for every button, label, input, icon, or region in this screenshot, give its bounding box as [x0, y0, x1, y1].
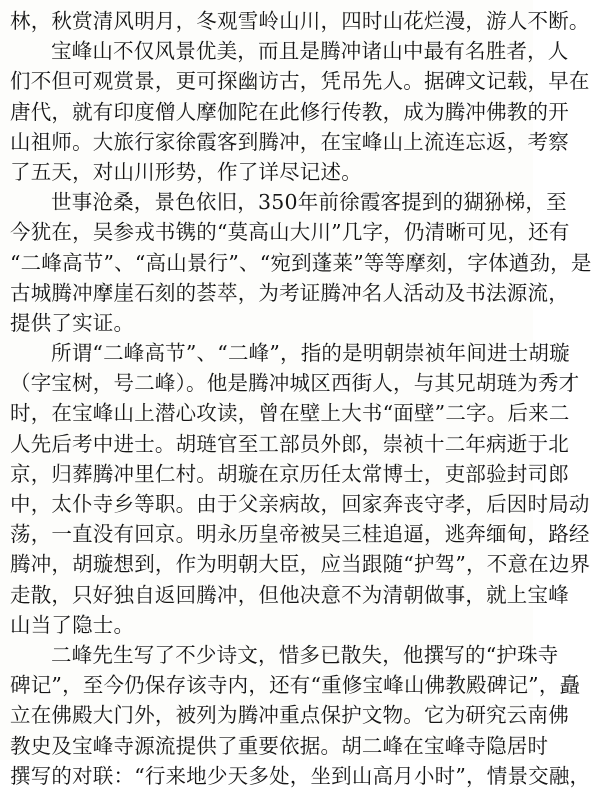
- text-line: 今犹在，吴参戎书镌的“莫高山大川”几字，仍清晰可见，还有: [10, 220, 570, 245]
- text-line: 林，秋赏清风明月，冬观雪岭山川，四时山花烂漫，游人不断。: [10, 9, 590, 33]
- text-line: 碑记”，至今仍保存该寺内，还有“重修宝峰山佛教殿碑记”，矗: [10, 673, 581, 698]
- text-line: 所谓“二峰高节”、“二峰”，指的是明朝崇祯年间进士胡璇: [51, 341, 570, 366]
- text-line: 时，在宝峰山上潜心攻读，曾在壁上大书“面壁”二字。后来二: [10, 401, 570, 426]
- text-line: 人先后考中进士。胡琏官至工部员外郎，崇祯十二年病逝于北: [10, 431, 569, 456]
- text-line: 提供了实证。: [10, 310, 135, 335]
- text-line: 古城腾冲摩崖石刻的荟萃，为考证腾冲名人活动及书法源流，: [10, 280, 569, 305]
- text-line: “二峰高节”、“高山景行”、“宛到蓬莱”等等摩刻，字体遒劲，是: [10, 250, 592, 275]
- text-line: 们不但可观赏景，更可探幽访古，凭吊先人。据碑文记载，早在: [10, 69, 590, 94]
- text-line: 立在佛殿大门外，被列为腾冲重点保护文物。它为研究云南佛: [10, 703, 569, 728]
- text-line: 山当了隐士。: [10, 612, 135, 637]
- text-line: 宝峰山不仅风景优美，而且是腾冲诸山中最有名胜者，人: [51, 39, 569, 64]
- text-line: 走散，只好独自返回腾冲，但他决意不为清朝做事，就上宝峰: [10, 582, 569, 607]
- text-line: 荡，一直没有回京。明永历皇帝被吴三桂追逼，逃奔缅甸，路经: [10, 522, 590, 547]
- text-line: 腾冲，胡璇想到，作为明朝大臣，应当跟随“护驾”，不意在边界: [10, 552, 591, 577]
- text-line: 教史及宝峰寺源流提供了重要依据。胡二峰在宝峰寺隐居时: [10, 733, 549, 758]
- text-line: 撰写的对联：“行来地少天多处，坐到山高月小时”，情景交融，: [10, 763, 591, 788]
- text-line: 京，归葬腾冲里仁村。胡璇在京历任太常博士，吏部验封司郎: [10, 461, 569, 486]
- text-line: 二峰先生写了不少诗文，惜多已散失，他撰写的“护珠寺: [51, 642, 559, 667]
- text-line: 中，太仆寺乡等职。由于父亲病故，回家奔丧守孝，后因时局动: [10, 492, 590, 516]
- text-line: 世事沧桑，景色依旧，350年前徐霞客提到的猢狲梯，至: [51, 190, 567, 215]
- text-line: 唐代，就有印度僧人摩伽陀在此修行传教，成为腾冲佛教的开: [10, 99, 569, 124]
- text-line: 了五天，对山川形势，作了详尽记述。: [10, 159, 362, 184]
- text-line: 山祖师。大旅行家徐霞客到腾冲，在宝峰山上流连忘返，考察: [10, 129, 569, 154]
- text-line: （字宝树，号二峰）。他是腾冲城区西街人，与其兄胡琏为秀才: [10, 371, 580, 396]
